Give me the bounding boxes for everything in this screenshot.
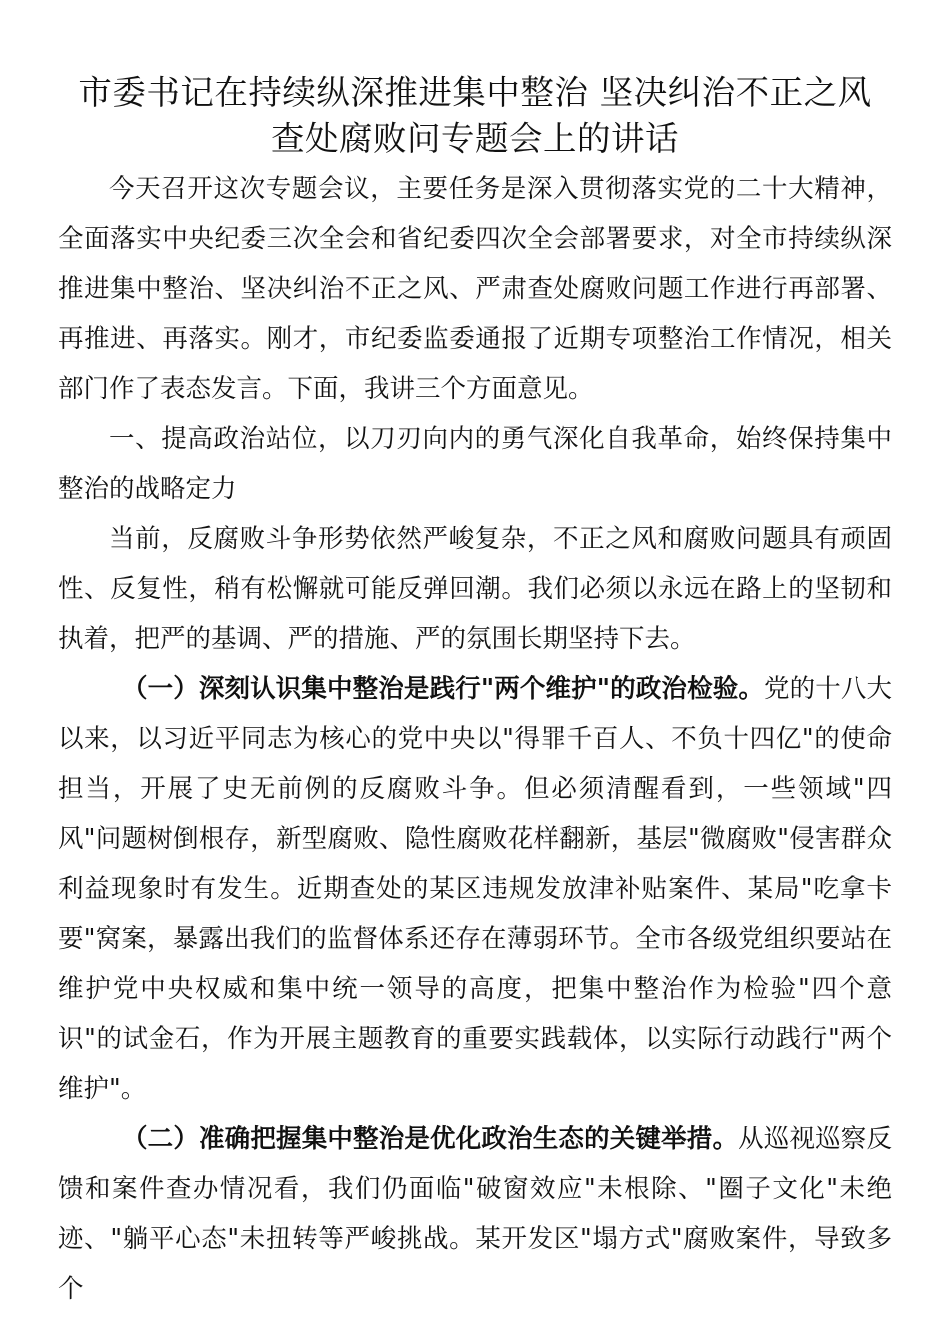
point-1-body: 党的十八大以来，以习近平同志为核心的党中央以"得罪千百人、不负十四亿"的使命担当，开展了史无前例的反腐败斗争。但必须清醒看到，一些领域"四风"问题树倒根存，新型腐败、隐性腐败花样翻新，基层"微腐败"侵害群众利益现象时有发生。近期查处的某区违规发放津补贴案件、某局"吃拿卡要"窝案，暴露出我们的监督体系还存在薄弱环节。全市各级党组织要站在维护党中央权威和集中统一领导的高度，把集中整治作为检验"四个意识"的试金石，作为开展主题教育的重要实践载体，以实际行动践行"两个维护"。	[58, 674, 892, 1104]
point-2-body: 从巡视巡察反馈和案件查办情况看，我们仍面临"破窗效应"未根除、"圈子文化"未绝迹、"躺平心态"未扭转等严峻挑战。某开发区"塌方式"腐败案件，导致多个	[58, 1124, 892, 1304]
section-1-heading: 一、提高政治站位，以刀刃向内的勇气深化自我革命，始终保持集中整治的战略定力	[58, 424, 892, 504]
intro-paragraph: 今天召开这次专题会议，主要任务是深入贯彻落实党的二十大精神，全面落实中央纪委三次全会和省纪委四次全会部署要求，对全市持续纵深推进集中整治、坚决纠治不正之风、严肃查处腐败问题工作进行再部署、再推进、再落实。刚才，市纪委监委通报了近期专项整治工作情况，相关部门作了表态发言。下面，我讲三个方面意见。	[58, 174, 892, 404]
document-title-line-1: 市委书记在持续纵深推进集中整治 坚决纠治不正之风	[78, 73, 872, 112]
point-2-heading: （二）准确把握集中整治是优化政治生态的关键举措。	[122, 1124, 739, 1154]
document-body	[58, 164, 892, 1314]
section-1-intro-paragraph: 当前，反腐败斗争形势依然严峻复杂，不正之风和腐败问题具有顽固性、反复性，稍有松懈就可能反弹回潮。我们必须以永远在路上的坚韧和执着，把严的基调、严的措施、严的氛围长期坚持下去。	[58, 524, 892, 654]
point-2-paragraph	[58, 1114, 892, 1314]
document-title-line-2: 查处腐败问专题会上的讲话	[271, 119, 679, 158]
point-1-paragraph	[58, 664, 892, 1114]
document-page	[58, 70, 892, 1314]
point-1-heading: （一）深刻认识集中整治是践行"两个维护"的政治检验。	[122, 674, 764, 704]
